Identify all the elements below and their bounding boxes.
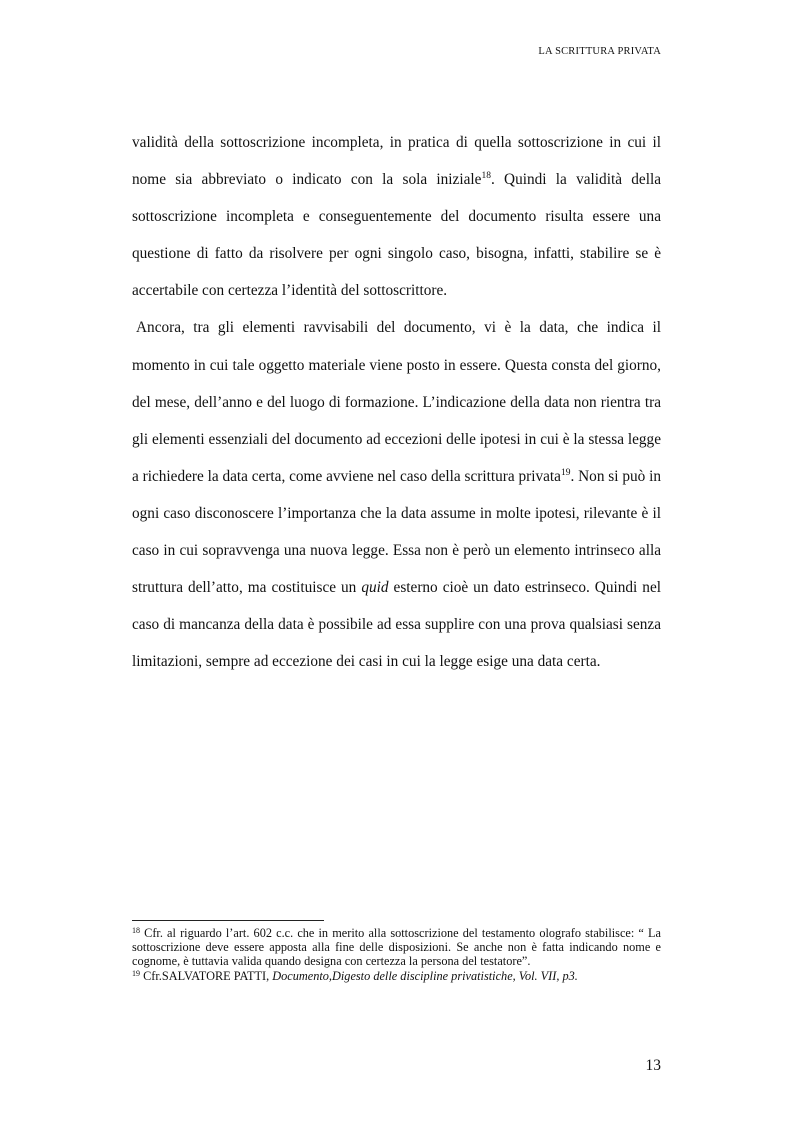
body-text: [132, 124, 661, 680]
running-header: LA SCRITTURA PRIVATA: [538, 46, 661, 57]
footnote-18: [132, 926, 661, 969]
footnote-ref-19: 19: [560, 467, 571, 478]
footnote-18-number: 18: [132, 926, 140, 935]
footnote-separator: [132, 920, 324, 921]
footnote-19-prefix: Cfr.SALVATORE PATTI,: [140, 968, 273, 983]
paragraph-2-text-c: esterno cioè un dato estrinseco. Quindi nel caso di mancanza della data è possibile ad essa supplire con una prova qualsiasi senza limitazioni, sempre ad eccezione dei casi in cui la legge esige una data certa.: [132, 579, 661, 671]
footnote-ref-18: 18: [481, 171, 491, 182]
footnote-19-number: 19: [132, 968, 140, 978]
footnote-19: [132, 969, 661, 983]
footnote-19-citation: Documento,Digesto delle discipline privatistiche, Vol. VII, p3.: [272, 968, 578, 983]
paragraph-1-text-a: validità della sottoscrizione incompleta, in pratica di quella sottoscrizione in cui il nome sia abbreviato o indicato con la sola iniziale: [132, 134, 661, 189]
footnote-18-text: Cfr. al riguardo l’art. 602 c.c. che in merito alla sottoscrizione del testamento olografo stabilisce: “ La sottoscrizione deve essere apposta alla fine delle disposizioni. Se anche non è fatta indicando nome e cognome, è tuttavia valida quando designa con certezza la persona del testatore”.: [132, 926, 661, 969]
paragraph-1: [132, 124, 661, 309]
paragraph-2: [132, 309, 661, 680]
paragraph-2-text-b: . Non si può in ogni caso disconoscere l’importanza che la data assume in molte ipotesi, rilevante è il caso in cui sopravvenga una nuova legge. Essa non è però un elemento intrinseco alla struttura dell’atto, ma costituisce un: [132, 467, 661, 597]
footnotes: [132, 926, 661, 983]
page-number: 13: [645, 1057, 661, 1074]
paragraph-2-italic-term: quid: [361, 579, 389, 597]
paragraph-2-text-a: Ancora, tra gli elementi ravvisabili del documento, vi è la data, che indica il momento in cui tale oggetto materiale viene posto in essere. Questa consta del giorno, del mese, dell’anno e del luogo di formazione. L’indicazione della data non rientra tra gli elementi essenziali del documento ad eccezioni delle ipotesi in cui è la stessa legge a richiedere la data certa, come avviene nel caso della scrittura privata: [132, 319, 661, 485]
paragraph-1-text-b: . Quindi la validità della sottoscrizione incompleta e conseguentemente del documento risulta essere una questione di fatto da risolvere per ogni singolo caso, bisogna, infatti, stabilire se è accertabile con certezza l’identità del sottoscrittore.: [132, 171, 661, 300]
